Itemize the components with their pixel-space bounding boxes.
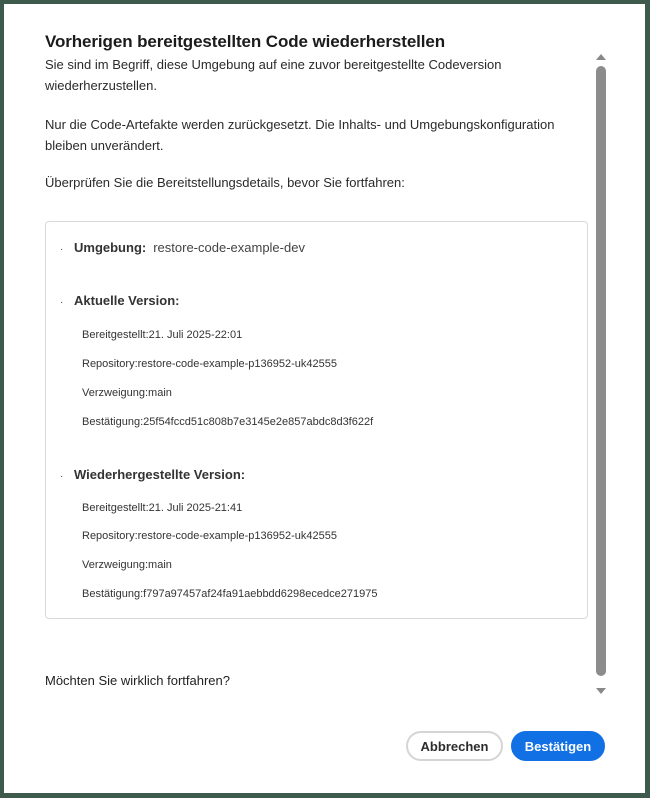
restored-deployed: Bereitgestellt:21. Juli 2025-21:41 xyxy=(82,502,243,514)
bullet-icon: · xyxy=(60,244,64,255)
bullet-icon: · xyxy=(60,471,64,482)
restored-branch: Verzweigung:main xyxy=(82,559,172,571)
content-scrollbar[interactable] xyxy=(595,52,607,694)
scroll-thumb[interactable] xyxy=(596,66,606,676)
current-commit: Bestätigung:25f54fccd51c808b7e3145e2e857abdc8d3f622f xyxy=(82,416,374,428)
current-repository: Repository:restore-code-example-p136952-uk42555 xyxy=(82,358,337,370)
cancel-button[interactable]: Abbrechen xyxy=(406,731,503,761)
restored-repository: Repository:restore-code-example-p136952-uk42555 xyxy=(82,530,337,542)
current-version-label: Aktuelle Version: xyxy=(74,293,180,308)
environment-label: Umgebung: xyxy=(74,240,147,255)
scroll-up-arrow-icon[interactable] xyxy=(596,54,606,60)
scroll-down-arrow-icon[interactable] xyxy=(596,688,606,694)
restore-code-dialog xyxy=(4,4,645,793)
environment-row xyxy=(60,240,305,255)
current-deployed: Bereitgestellt:21. Juli 2025-22:01 xyxy=(82,329,243,341)
confirm-question: Möchten Sie wirklich fortfahren? xyxy=(45,673,230,688)
dialog-content xyxy=(45,54,590,694)
confirm-button[interactable]: Bestätigen xyxy=(511,731,605,761)
restored-version-heading xyxy=(60,467,245,482)
restored-commit: Bestätigung:f797a97457af24fa91aebbdd6298ecedce271975 xyxy=(82,588,378,600)
deployment-details-box xyxy=(45,221,588,619)
restored-version-label: Wiederhergestellte Version: xyxy=(74,467,246,482)
bullet-icon: · xyxy=(60,297,64,308)
note-text: Nur die Code-Artefakte werden zurückgesetzt. Die Inhalts- und Umgebungskonfiguration bleiben unverändert. xyxy=(45,117,555,153)
intro-text: Sie sind im Begriff, diese Umgebung auf eine zuvor bereitgestellte Codeversion wiederherzustellen. xyxy=(45,57,502,93)
current-version-heading xyxy=(60,293,179,308)
environment-value: restore-code-example-dev xyxy=(153,240,305,255)
current-branch: Verzweigung:main xyxy=(82,387,172,399)
dialog-title: Vorherigen bereitgestellten Code wiederherstellen xyxy=(45,32,446,51)
review-prompt: Überprüfen Sie die Bereitstellungsdetails, bevor Sie fortfahren: xyxy=(45,175,405,190)
